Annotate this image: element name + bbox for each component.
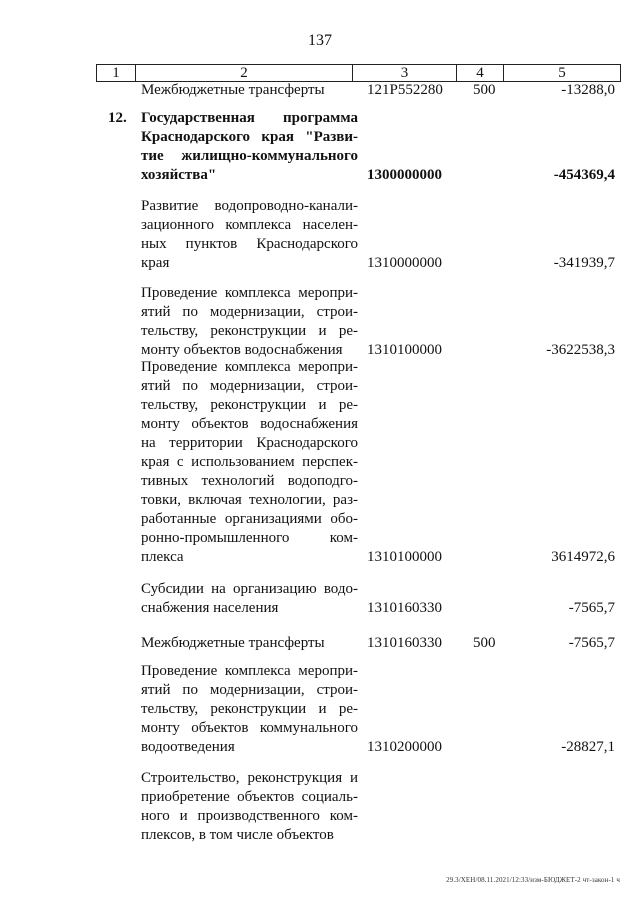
row-amount: -7565,7 <box>568 600 615 616</box>
table-row <box>0 580 640 618</box>
row-name-line: Межбюджетные трансферты <box>141 635 325 651</box>
table-row <box>0 109 640 185</box>
row-amount: -13288,0 <box>561 82 615 98</box>
row-name-line: тельству, реконструкции и ре- <box>141 701 358 717</box>
row-name-line: монту объектов водоснабжения <box>141 416 358 432</box>
row-name-line: зационного комплекса населен- <box>141 217 358 233</box>
row-name-line: снабжения населения <box>141 600 279 616</box>
row-amount: -341939,7 <box>553 255 615 271</box>
row-name <box>141 662 358 757</box>
table-row <box>0 769 640 845</box>
row-name-line: ятий по модернизации, строи- <box>141 378 358 394</box>
row-name-line: на территории Краснодарского <box>141 435 358 451</box>
row-name-line: тельству, реконструкции и ре- <box>141 397 358 413</box>
column-header-3: 3 <box>352 65 456 81</box>
page-number: 137 <box>308 32 332 49</box>
row-code: 1310100000 <box>367 342 442 358</box>
row-name-line: работанные организациями обо- <box>141 511 358 527</box>
table-row <box>0 634 640 653</box>
row-name <box>141 634 358 653</box>
row-name-line: Проведение комплекса меропри- <box>141 663 358 679</box>
row-name-line: края <box>141 255 170 271</box>
table-row <box>0 662 640 757</box>
table-row <box>0 81 640 100</box>
row-name <box>141 81 358 100</box>
row-name-line: Проведение комплекса меропри- <box>141 285 358 301</box>
row-name-line: Государственная программа <box>141 110 358 126</box>
row-name-line: ронно-промышленного ком- <box>141 530 358 546</box>
row-amount: -454369,4 <box>553 167 615 183</box>
row-name-line: водоотведения <box>141 739 235 755</box>
row-name-line: приобретение объектов социаль- <box>141 789 358 805</box>
row-amount: -7565,7 <box>568 635 615 651</box>
table-row <box>0 284 640 360</box>
row-code: 1310160330 <box>367 635 442 651</box>
row-code: 1310200000 <box>367 739 442 755</box>
row-expense-type: 500 <box>473 635 496 651</box>
row-code: 1300000000 <box>367 167 442 183</box>
row-name <box>141 109 358 185</box>
row-name-line: монту объектов водоснабжения <box>141 342 343 358</box>
row-amount: -3622538,3 <box>546 342 615 358</box>
column-header-5: 5 <box>503 65 620 81</box>
row-amount: -28827,1 <box>561 739 615 755</box>
column-header-1: 1 <box>112 65 120 81</box>
row-name <box>141 197 358 273</box>
row-code: 1310000000 <box>367 255 442 271</box>
row-name-line: монту объектов коммунального <box>141 720 358 736</box>
row-name-line: тие жилищно-коммунального <box>141 148 358 164</box>
row-name <box>141 769 358 845</box>
row-code: 121P552280 <box>367 82 443 98</box>
row-name-line: края с использованием перспек- <box>141 454 358 470</box>
row-name-line: ных пунктов Краснодарского <box>141 236 358 252</box>
table-row <box>0 197 640 273</box>
row-name-line: плекса <box>141 549 184 565</box>
row-name-line: Субсидии на организацию водо- <box>141 581 358 597</box>
row-number: 12. <box>108 110 127 126</box>
row-name-line: ятий по модернизации, строи- <box>141 682 358 698</box>
row-name-line: плексов, в том числе объектов <box>141 827 334 843</box>
row-name-line: товки, включая технологии, раз- <box>141 492 358 508</box>
column-header-4: 4 <box>456 65 503 81</box>
column-header-2: 2 <box>135 65 352 81</box>
row-name-line: ятий по модернизации, строи- <box>141 304 358 320</box>
row-name-line: Краснодарского края "Разви- <box>141 129 358 145</box>
row-amount: 3614972,6 <box>551 549 615 565</box>
row-name <box>141 284 358 360</box>
row-code: 1310100000 <box>367 549 442 565</box>
row-name-line: ного и производственного ком- <box>141 808 358 824</box>
footer-stamp: 29.3/ХЕН/08.11.2021/12:33/изм-БЮДЖЕТ-2 чт-закон-1 ч <box>446 876 620 884</box>
row-code: 1310160330 <box>367 600 442 616</box>
row-name-line: тивных технологий водоподго- <box>141 473 358 489</box>
row-name-line: Развитие водопроводно-канали- <box>141 198 358 214</box>
row-expense-type: 500 <box>473 82 496 98</box>
row-name <box>141 358 358 567</box>
row-name <box>141 580 358 618</box>
row-name-line: тельству, реконструкции и ре- <box>141 323 358 339</box>
row-name-line: хозяйства" <box>141 167 217 183</box>
row-name-line: Строительство, реконструкция и <box>141 770 358 786</box>
table-header-row <box>96 64 621 82</box>
row-name-line: Проведение комплекса меропри- <box>141 359 358 375</box>
row-name-line: Межбюджетные трансферты <box>141 82 325 98</box>
table-row <box>0 358 640 567</box>
